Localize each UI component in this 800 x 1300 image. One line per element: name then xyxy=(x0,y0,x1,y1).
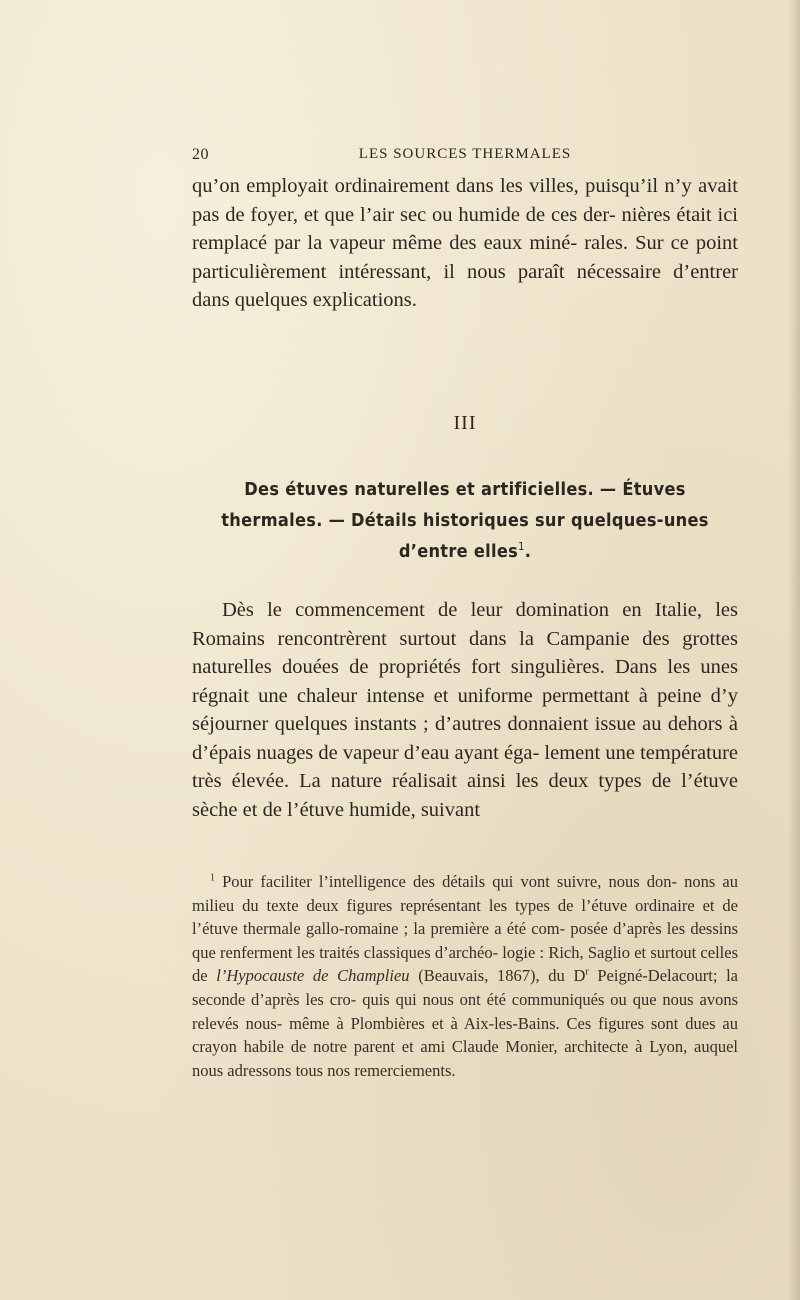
page-edge-shadow xyxy=(788,0,800,1300)
footnote-text-after: Peigné-Delacourt; la seconde d’après les cro- quis qui nous ont été communiqués ou que nous avons relevés nous- même à Plombières et à Aix-les-Bains. Ces figures sont dues au crayon habile de notre parent et ami Claude Monier, architecte à Lyon, auquel nous adressons tous nos remerciements. xyxy=(192,966,738,1080)
section-heading-footnote-marker: 1 xyxy=(518,540,525,553)
section-heading-text: Des étuves naturelles et artificielles. — Étuves thermales. — Détails historiques sur quelques-unes d’entre elles xyxy=(221,479,709,562)
footnote-text-middle: (Beauvais, 1867), du D xyxy=(409,966,586,986)
footnote xyxy=(192,870,738,1082)
running-head: LES SOURCES THERMALES xyxy=(358,146,572,162)
footnote-doctor-superscript: r xyxy=(585,966,589,978)
section-number: III xyxy=(453,412,477,434)
paragraph-2: Dès le commencement de leur domination en Italie, les Romains rencontrèrent surtout dans la Campanie des grottes naturelles douées de propriétés fort singulières. Dans les unes régnait une chaleur intense et uniforme permettant à peine d’y séjourner quelques instants ; d’autres donnaient issue au dehors à d’épais nuages de vapeur d’eau ayant éga- lement une température très élevée. La nature réalisait ainsi les deux types de l’étuve sèche et de l’étuve humide, suivant xyxy=(192,599,738,821)
footnote-marker: 1 xyxy=(210,872,215,884)
page-header xyxy=(192,146,738,168)
footnote-italic-title: l’Hypocauste de Champlieu xyxy=(216,966,410,986)
page-number: 20 xyxy=(192,146,209,163)
footnote-text-before: Pour faciliter l’intelligence des détails qui vont suivre, nous don- nons au milieu du texte deux figures représentant les types de l’étuve ordinaire et de l’étuve thermale gallo-romaine ; la première a été com- posée d’après les dessins que renferment les traités classiques d’archéo- logie : Rich, Saglio et surtout celles de xyxy=(192,872,739,986)
section-heading: Des étuves naturelles et artificielles. — Étuves thermales. — Détails historiques sur quelques-unes d’entre elles$^1$. xyxy=(221,479,709,562)
paragraph-1: qu’on employait ordinairement dans les villes, puisqu’il n’y avait pas de foyer, et que l’air sec ou humide de ces der- nières était ici remplacé par la vapeur même des eaux miné- rales. Sur ce point particulièrement intéressant, il nous paraît nécessaire d’entrer dans quelques explications. xyxy=(192,175,738,311)
